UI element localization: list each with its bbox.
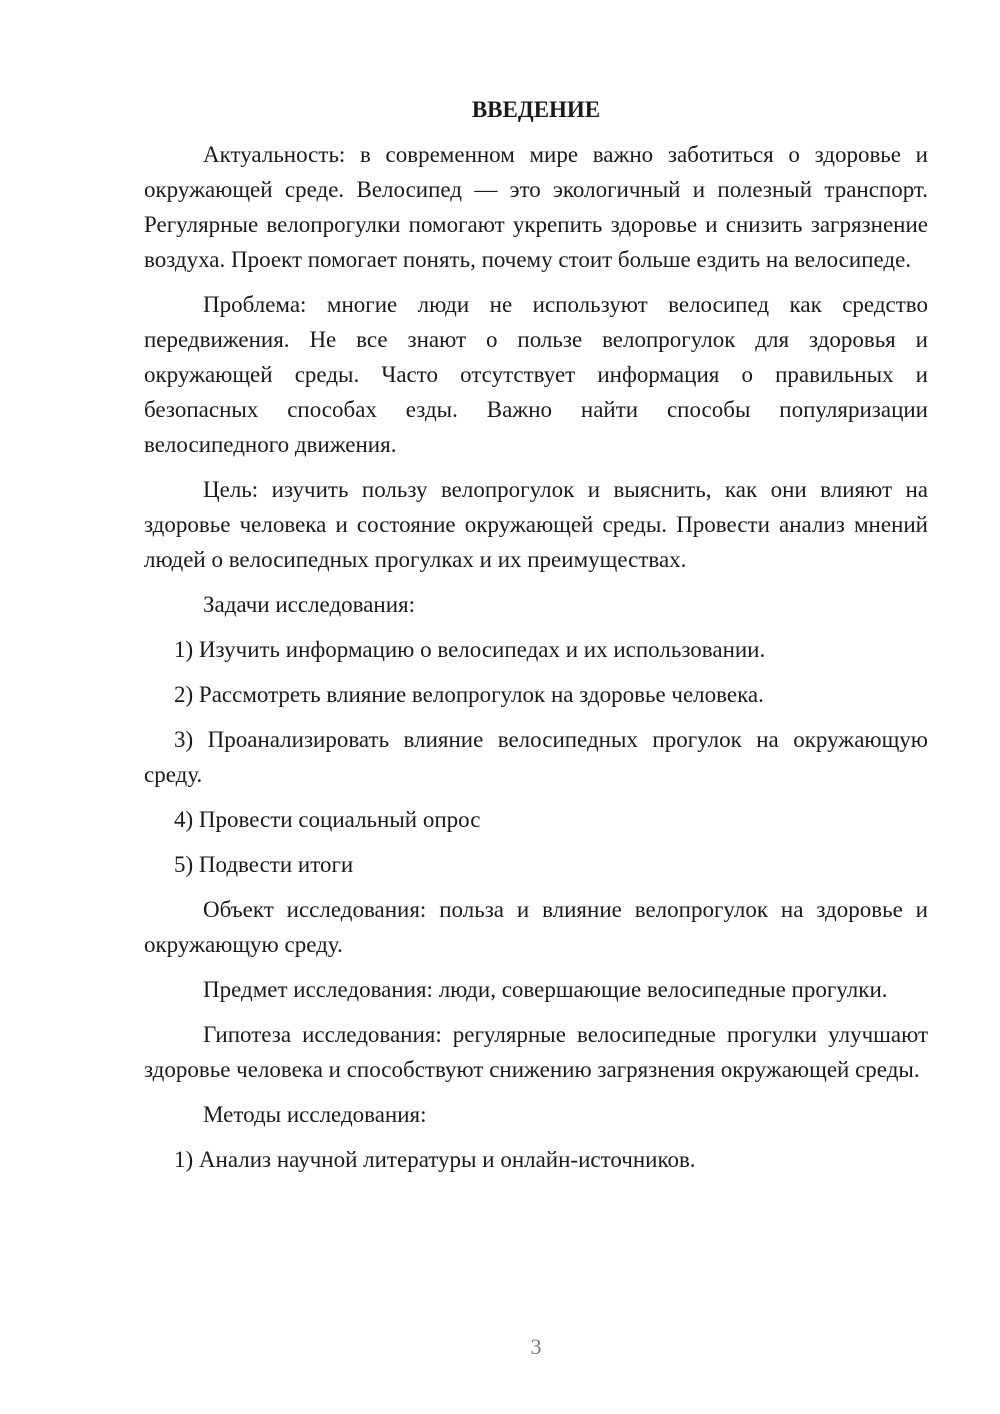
page-number: 3 xyxy=(530,1334,542,1359)
task-item-5: 5) Подвести итоги xyxy=(174,852,354,877)
research-hypothesis-paragraph: Гипотеза исследования: регулярные велосипедные прогулки улучшают здоровье человека и способствуют снижению загрязнения окружающей среды. xyxy=(144,1022,928,1082)
problem-paragraph: Проблема: многие люди не используют велосипед как средство передвижения. Не все знают о пользе велопрогулок для здоровья и окружающей среды. Часто отсутствует информация о правильных и безопасных способах езды. Важно найти способы популяризации велосипедного движения. xyxy=(144,292,928,457)
tasks-heading: Задачи исследования: xyxy=(203,592,416,617)
page-title: ВВЕДЕНИЕ xyxy=(471,97,601,122)
research-subject-paragraph: Предмет исследования: люди, совершающие велосипедные прогулки. xyxy=(203,977,888,1002)
relevance-paragraph: Актуальность: в современном мире важно заботиться о здоровье и окружающей среде. Велосипед — это экологичный и полезный транспорт. Регулярные велопрогулки помогают укрепить здоровье и снизить загрязнение воздуха. Проект помогает понять, почему стоит больше ездить на велосипеде. xyxy=(144,142,928,272)
research-object-paragraph: Объект исследования: польза и влияние велопрогулок на здоровье и окружающую среду. xyxy=(144,897,928,957)
task-item-1: 1) Изучить информацию о велосипедах и их использовании. xyxy=(174,637,766,662)
task-item-4: 4) Провести социальный опрос xyxy=(174,807,481,832)
goal-paragraph: Цель: изучить пользу велопрогулок и выяснить, как они влияют на здоровье человека и состояние окружающей среды. Провести анализ мнений людей о велосипедных прогулках и их преимуществах. xyxy=(144,477,928,572)
task-item-2: 2) Рассмотреть влияние велопрогулок на здоровье человека. xyxy=(174,682,764,707)
task-item-3: 3) Проанализировать влияние велосипедных прогулок на окружающую среду. xyxy=(144,727,928,787)
methods-heading: Методы исследования: xyxy=(203,1102,427,1127)
page-content xyxy=(144,92,928,1187)
method-item-1: 1) Анализ научной литературы и онлайн-источников. xyxy=(174,1147,696,1172)
